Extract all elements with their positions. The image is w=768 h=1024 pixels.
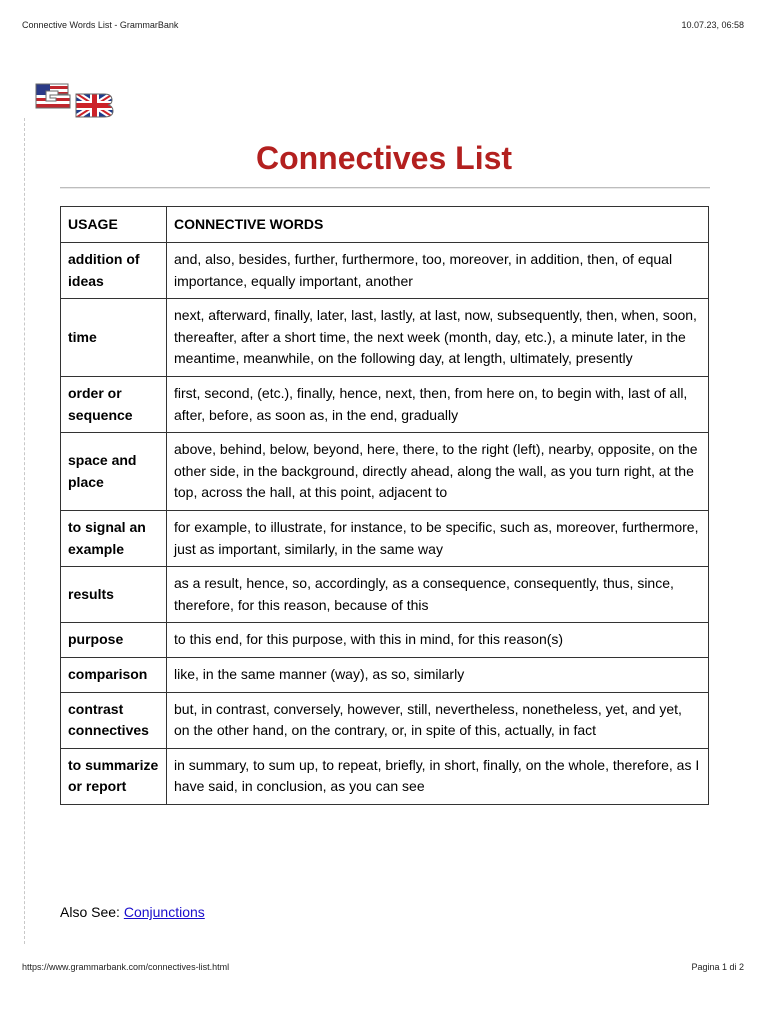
connective-words-cell: above, behind, below, beyond, here, there, to the right (left), nearby, opposite, on the other side, in the background, directly ahead, along the wall, as you turn right, at the top, across the hall, at this point, adjacent to	[167, 433, 709, 511]
usage-cell: space and place	[61, 433, 167, 511]
print-footer-url: https://www.grammarbank.com/connectives-list.html	[22, 962, 230, 972]
table-row	[61, 433, 709, 511]
table-row	[61, 299, 709, 377]
connective-words-cell: but, in contrast, conversely, however, still, nevertheless, nonetheless, yet, and yet, on the other hand, on the contrary, or, in spite of this, actually, in fact	[167, 692, 709, 748]
grammarbank-flag-logo-icon[interactable]	[34, 80, 116, 120]
usage-cell: to signal an example	[61, 510, 167, 566]
print-footer-page: Pagina 1 di 2	[691, 962, 744, 972]
connective-words-cell: first, second, (etc.), finally, hence, next, then, from here on, to begin with, last of all, after, before, as soon as, in the end, gradually	[167, 376, 709, 432]
connective-words-cell: to this end, for this purpose, with this in mind, for this reason(s)	[167, 623, 709, 658]
table-row	[61, 567, 709, 623]
also-see-label: Also See:	[60, 904, 120, 920]
also-see-line	[60, 904, 205, 920]
connective-words-cell: and, also, besides, further, furthermore, too, moreover, in addition, then, of equal importance, equally important, another	[167, 243, 709, 299]
usage-cell: purpose	[61, 623, 167, 658]
connective-words-cell: in summary, to sum up, to repeat, briefly, in short, finally, on the whole, therefore, as I have said, in conclusion, as you can see	[167, 748, 709, 804]
usage-cell: time	[61, 299, 167, 377]
table-row	[61, 657, 709, 692]
print-header	[22, 20, 744, 30]
conjunctions-link[interactable]: Conjunctions	[123, 904, 205, 920]
title-divider	[60, 187, 710, 189]
connective-words-cell: like, in the same manner (way), as so, similarly	[167, 657, 709, 692]
usage-cell: results	[61, 567, 167, 623]
print-header-title: Connective Words List - GrammarBank	[22, 20, 179, 30]
table-header-row	[61, 207, 709, 243]
usage-cell: contrast connectives	[61, 692, 167, 748]
usage-cell: order or sequence	[61, 376, 167, 432]
connective-words-column-header: CONNECTIVE WORDS	[167, 207, 709, 243]
usage-cell: comparison	[61, 657, 167, 692]
usage-column-header: USAGE	[61, 207, 167, 243]
connective-words-cell: for example, to illustrate, for instance, to be specific, such as, moreover, furthermore, just as important, similarly, in the same way	[167, 510, 709, 566]
usage-cell: to summarize or report	[61, 748, 167, 804]
usage-cell: addition of ideas	[61, 243, 167, 299]
page-title: Connectives List	[255, 140, 513, 176]
table-row	[61, 748, 709, 804]
margin-dashed-rule	[24, 118, 25, 944]
connective-words-cell: next, afterward, finally, later, last, lastly, at last, now, subsequently, then, when, soon, thereafter, after a short time, the next week (month, day, etc.), a minute later, in the meantime, meanwhile, on the following day, at length, ultimately, presently	[167, 299, 709, 377]
connective-words-cell: as a result, hence, so, accordingly, as a consequence, consequently, thus, since, therefore, for this reason, because of this	[167, 567, 709, 623]
print-header-datetime: 10.07.23, 06:58	[681, 20, 744, 30]
table-row	[61, 243, 709, 299]
print-footer	[22, 962, 744, 972]
table-row	[61, 510, 709, 566]
table-row	[61, 623, 709, 658]
table-row	[61, 376, 709, 432]
connectives-table	[60, 206, 709, 805]
table-row	[61, 692, 709, 748]
